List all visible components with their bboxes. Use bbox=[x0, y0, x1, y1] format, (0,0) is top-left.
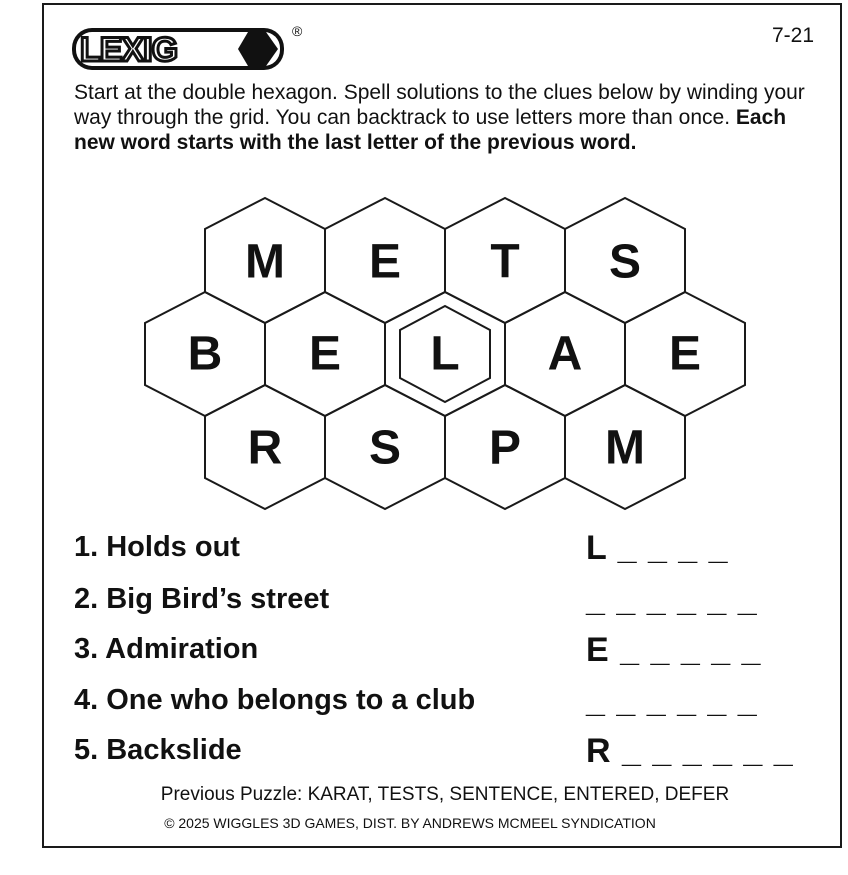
hex-letter: E bbox=[308, 327, 342, 381]
clue-5: 5. Backslide bbox=[74, 734, 242, 766]
svg-text:LEXIG: LEXIG bbox=[80, 31, 178, 69]
registered-mark: ® bbox=[292, 23, 303, 39]
hex-letter: B bbox=[187, 327, 223, 381]
hex-letter: M bbox=[245, 235, 285, 289]
hex-letter: S bbox=[608, 235, 642, 289]
start-letter: L bbox=[430, 327, 460, 381]
hex-letter: A bbox=[547, 327, 583, 381]
answer-blank-3[interactable]: E _ _ _ _ _ bbox=[586, 631, 762, 669]
clue-2: 2. Big Bird’s street bbox=[74, 583, 330, 615]
previous-puzzle-answers: Previous Puzzle: KARAT, TESTS, SENTENCE, ENTERED, DEFER bbox=[160, 784, 730, 805]
hex-letter: S bbox=[368, 421, 402, 475]
copyright: © 2025 WIGGLES 3D GAMES, DIST. BY ANDREWS MCMEEL SYNDICATION bbox=[164, 815, 656, 831]
clue-1: 1. Holds out bbox=[74, 531, 240, 563]
answer-blank-4[interactable]: _ _ _ _ _ _ bbox=[586, 682, 758, 720]
hex-letter: T bbox=[490, 235, 520, 289]
answer-blank-1[interactable]: L _ _ _ _ bbox=[586, 529, 729, 567]
answer-blank-5[interactable]: R _ _ _ _ _ _ bbox=[586, 732, 794, 770]
hex-letter: R bbox=[247, 421, 283, 475]
clue-3: 3. Admiration bbox=[74, 633, 259, 665]
hex-letter: M bbox=[605, 421, 645, 475]
hex-letter: E bbox=[368, 235, 402, 289]
instructions bbox=[74, 80, 814, 155]
clue-4: 4. One who belongs to a club bbox=[74, 684, 476, 716]
lexigo-logo bbox=[70, 18, 310, 76]
answer-blank-2[interactable]: _ _ _ _ _ _ bbox=[586, 581, 758, 619]
puzzle-id: 7-21 bbox=[771, 24, 814, 47]
instructions-bold: Each new word starts with the last letter of the previous word. bbox=[74, 106, 787, 154]
instructions-plain: Start at the double hexagon. Spell solutions to the clues below by winding your way through the grid. You can backtrack to use letters more than once. bbox=[74, 81, 805, 129]
hex-letter: P bbox=[488, 421, 522, 475]
hex-letter: E bbox=[668, 327, 702, 381]
